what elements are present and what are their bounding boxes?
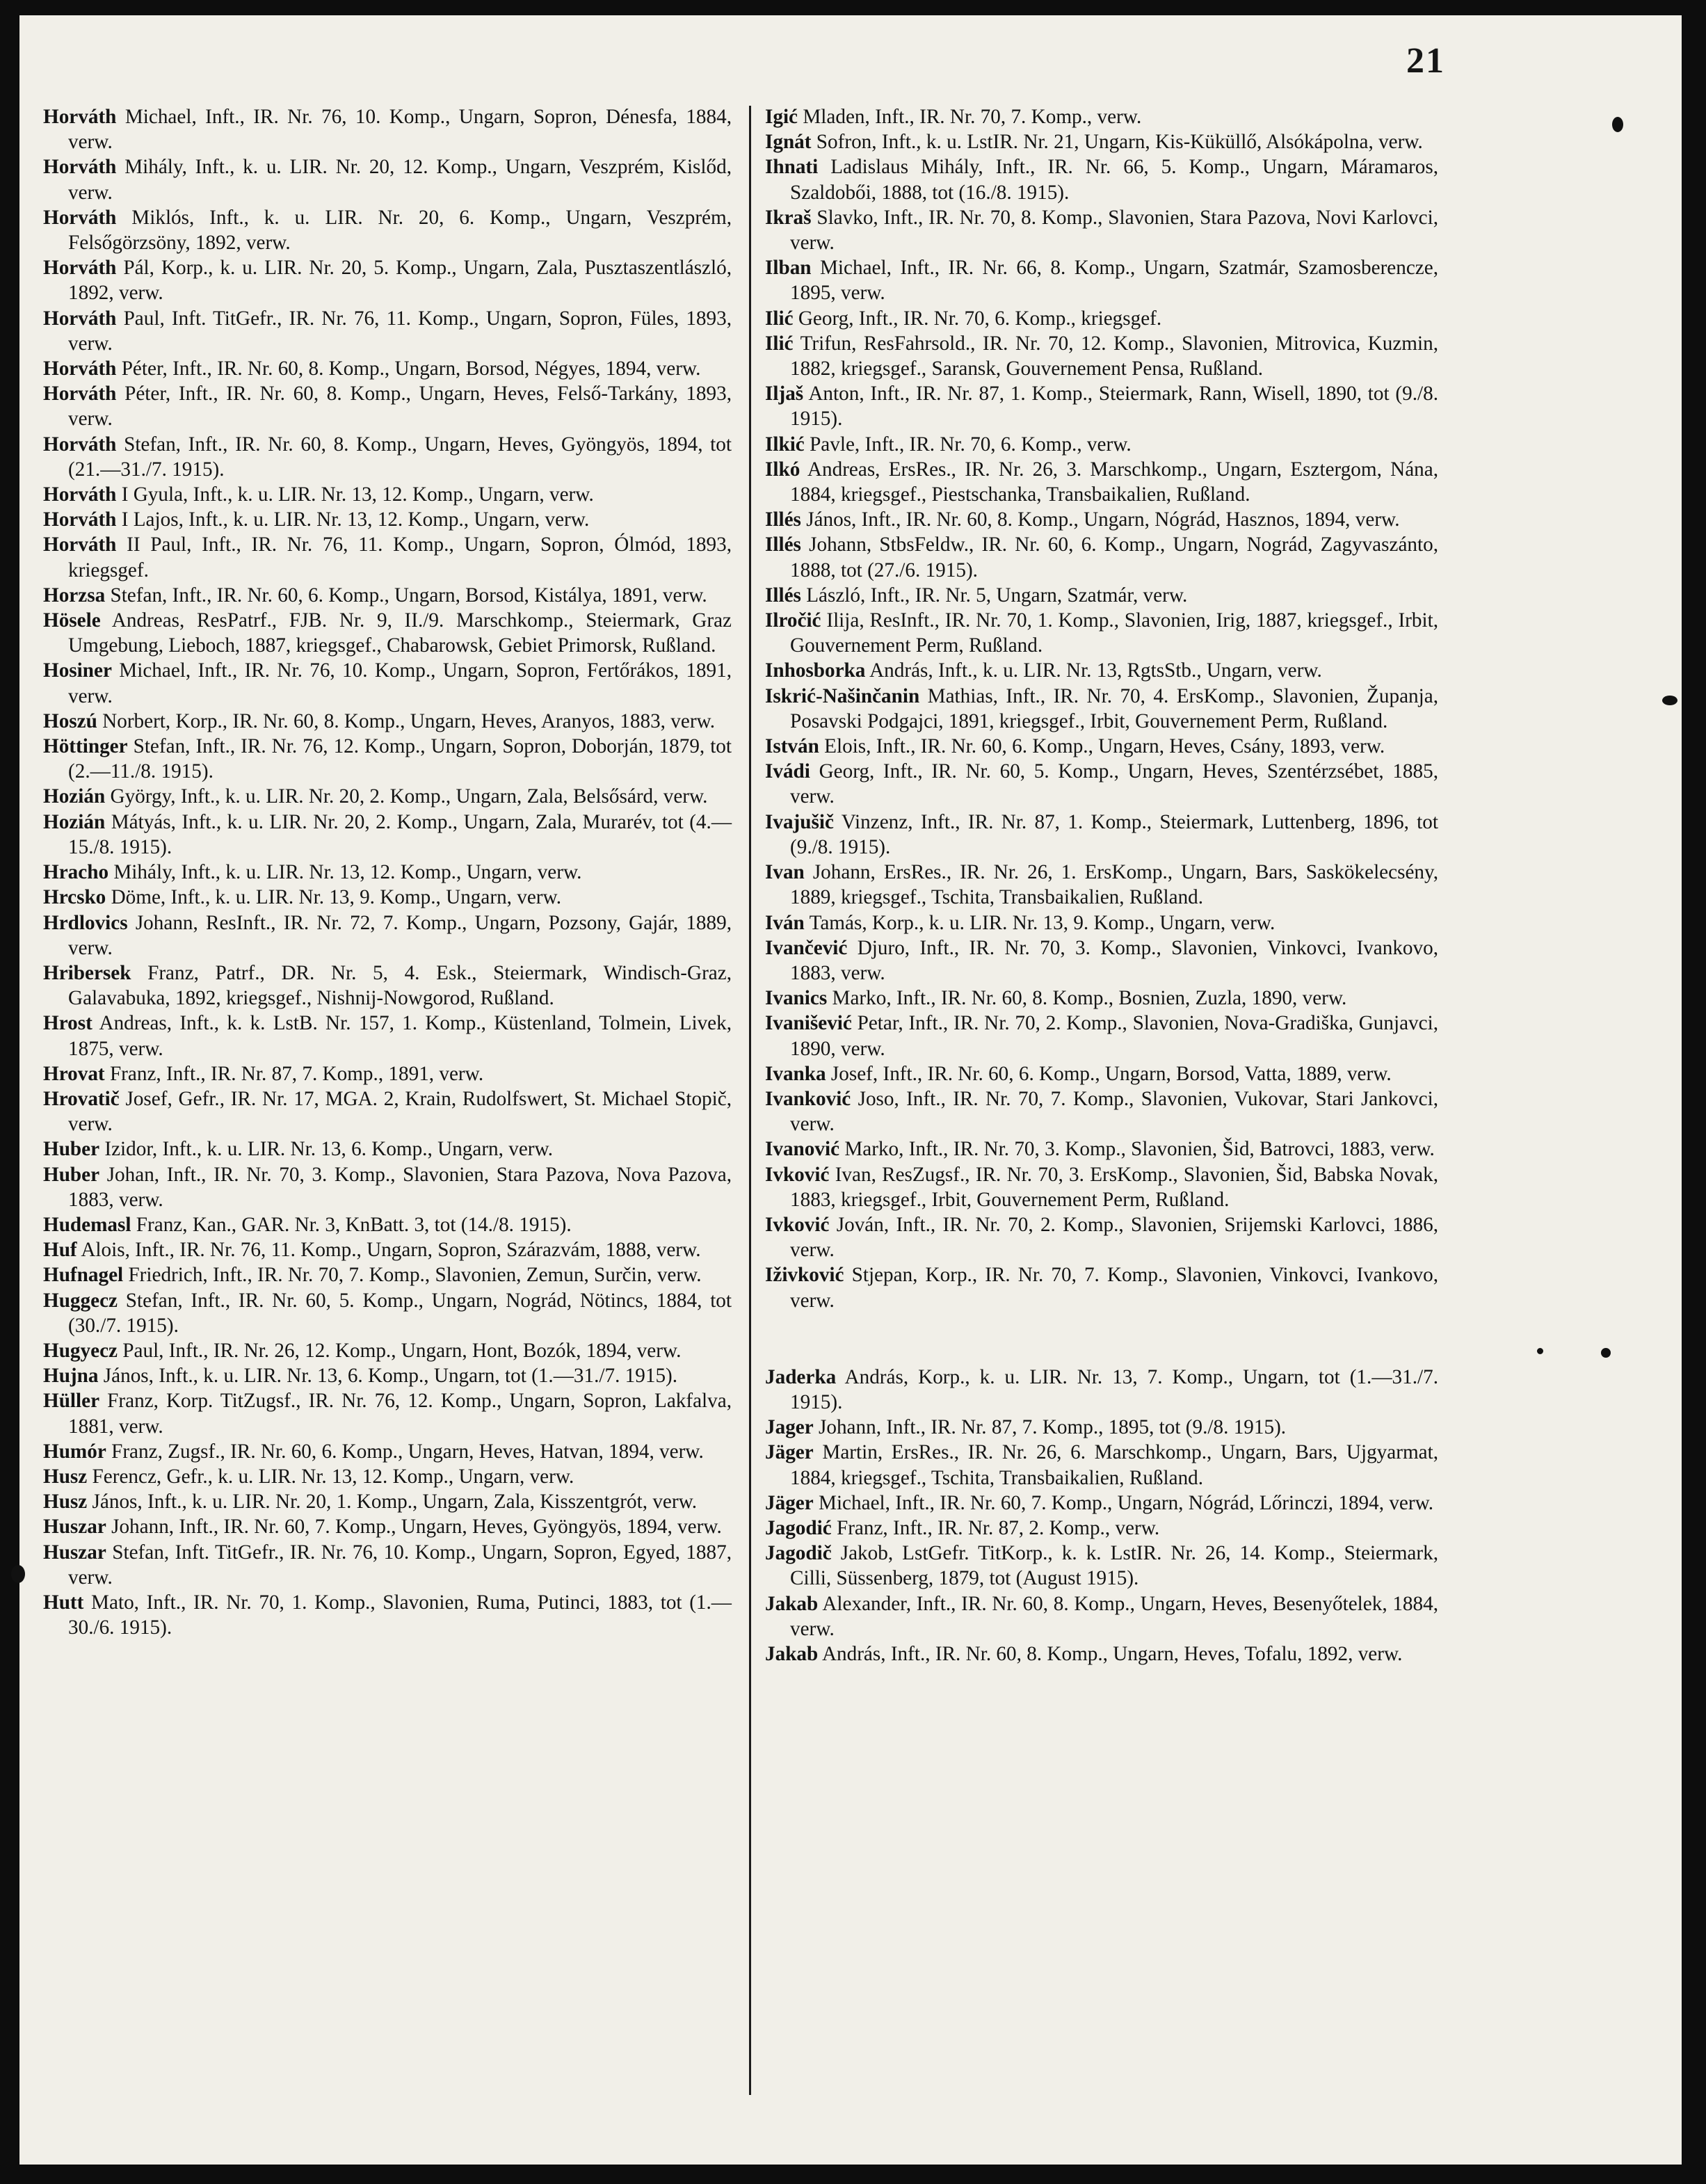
entry-surname: Hrovat (43, 1062, 105, 1085)
entry-surname: Huber (43, 1138, 100, 1161)
entry-surname: Horváth (43, 307, 117, 330)
entry-details: Johan, Inft., IR. Nr. 70, 3. Komp., Slavonien, Stara Pazova, Nova Pazova, 1883, verw. (68, 1163, 732, 1211)
casualty-entry (765, 1137, 1438, 1162)
entry-surname: Husz (43, 1491, 88, 1513)
left-column (43, 104, 732, 1640)
entry-details: Andreas, ErsRes., IR. Nr. 26, 3. Marschkomp., Ungarn, Esztergom, Nána, 1884, kriegsgef., Piestschanka, Transbaikalien, Rußland. (790, 458, 1439, 506)
entry-details: Petar, Inft., IR. Nr. 70, 2. Komp., Slavonien, Nova-Gradiška, Gunjavci, 1890, verw. (790, 1012, 1438, 1060)
entry-surname: Humór (43, 1440, 106, 1463)
entry-surname: Horváth (43, 358, 117, 380)
entry-surname: Jäger (765, 1441, 814, 1464)
casualty-entry (765, 1162, 1438, 1212)
casualty-entry (765, 608, 1438, 658)
casualty-entry (43, 709, 732, 734)
entry-details: Jován, Inft., IR. Nr. 70, 2. Komp., Slavonien, Srijemski Karlovci, 1886, verw. (790, 1213, 1438, 1262)
casualty-entry (43, 1237, 732, 1262)
entry-surname: Ikraš (765, 206, 812, 229)
casualty-entry (43, 154, 732, 204)
entry-details: Stefan, Inft. TitGefr., IR. Nr. 76, 10. Komp., Ungarn, Sopron, Egyed, 1887, verw. (68, 1541, 732, 1589)
casualty-entry (765, 1061, 1438, 1086)
entry-surname: Horváth (43, 206, 117, 229)
casualty-entry (43, 885, 732, 910)
casualty-entry (43, 432, 732, 482)
casualty-entry (765, 583, 1438, 608)
entry-details: Ladislaus Mihály, Inft., IR. Nr. 66, 5. Komp., Ungarn, Máramaros, Szaldobői, 1888, tot (16./8. 1915). (790, 156, 1438, 204)
entry-surname: Hozián (43, 810, 106, 833)
casualty-entry (765, 1365, 1438, 1415)
entry-surname: Inhosborka (765, 659, 866, 682)
casualty-entry (765, 986, 1438, 1011)
casualty-entry (765, 381, 1438, 431)
casualty-entry (765, 1440, 1438, 1490)
entry-surname: Hracho (43, 861, 109, 884)
casualty-entry (765, 1491, 1438, 1516)
entry-details: Döme, Inft., k. u. LIR. Nr. 13, 9. Komp., Ungarn, verw. (111, 886, 562, 909)
entry-details: Martin, ErsRes., IR. Nr. 26, 6. Marschkomp., Ungarn, Bars, Ujgyarmat, 1884, kriegsgef., Tschita, Transbaikalien, Rußland. (790, 1441, 1439, 1489)
entry-surname: Ilban (765, 257, 812, 280)
entry-surname: Ivanka (765, 1062, 826, 1085)
entry-details: Tamás, Korp., k. u. LIR. Nr. 13, 9. Komp., Ungarn, verw. (809, 911, 1276, 934)
entry-surname: Ilročić (765, 609, 821, 632)
entry-details: Jakob, LstGefr. TitKorp., k. k. LstIR. Nr. 26, 14. Komp., Steiermark, Cilli, Süssenberg, 1879, tot (August 1915). (790, 1542, 1438, 1590)
casualty-entry (43, 1388, 732, 1438)
entry-details: Paul, Inft. TitGefr., IR. Nr. 76, 11. Komp., Ungarn, Sopron, Füles, 1893, verw. (68, 307, 732, 355)
entry-surname: Huszar (43, 1541, 106, 1564)
entry-details: Izidor, Inft., k. u. LIR. Nr. 13, 6. Komp., Ungarn, verw. (104, 1138, 553, 1161)
entry-details: András, Inft., IR. Nr. 60, 8. Komp., Ungarn, Heves, Tofalu, 1892, verw. (821, 1642, 1403, 1665)
entry-details: Franz, Kan., GAR. Nr. 3, KnBatt. 3, tot (14./8. 1915). (136, 1213, 572, 1236)
casualty-entry (765, 104, 1438, 129)
casualty-entry (765, 734, 1438, 759)
entry-details: János, Inft., IR. Nr. 60, 8. Komp., Ungarn, Nógrád, Hasznos, 1894, verw. (806, 508, 1400, 531)
casualty-entry (765, 759, 1438, 809)
casualty-entry (765, 432, 1438, 457)
casualty-entry (765, 306, 1438, 331)
entry-surname: Höttinger (43, 735, 128, 758)
entry-details: Franz, Inft., IR. Nr. 87, 2. Komp., verw. (836, 1516, 1160, 1539)
casualty-entry (43, 1288, 732, 1338)
casualty-entry (43, 1514, 732, 1539)
entry-surname: Illés (765, 533, 801, 556)
entry-surname: Hudemasl (43, 1213, 131, 1236)
entry-details: Georg, Inft., IR. Nr. 60, 5. Komp., Ungarn, Heves, Szentérzsébet, 1885, verw. (790, 760, 1439, 808)
entry-details: János, Inft., k. u. LIR. Nr. 13, 6. Komp., Ungarn, tot (1.—31./7. 1915). (103, 1365, 678, 1388)
entry-details: János, Inft., k. u. LIR. Nr. 20, 1. Komp., Ungarn, Zala, Kisszentgrót, verw. (92, 1491, 698, 1513)
entry-details: Josef, Inft., IR. Nr. 60, 6. Komp., Ungarn, Borsod, Vatta, 1889, verw. (830, 1062, 1392, 1085)
entry-details: Friedrich, Inft., IR. Nr. 70, 7. Komp., Slavonien, Zemun, Surčin, verw. (128, 1264, 702, 1287)
casualty-entry (43, 658, 732, 708)
scan-speck (1612, 117, 1623, 132)
casualty-entry (43, 205, 732, 255)
entry-details: Mihály, Inft., k. u. LIR. Nr. 13, 12. Komp., Ungarn, verw. (113, 861, 582, 884)
casualty-entry (765, 1641, 1438, 1667)
entry-details: Stjepan, Korp., IR. Nr. 70, 7. Komp., Slavonien, Vinkovci, Ivankovo, verw. (790, 1264, 1438, 1312)
entry-details: Mátyás, Inft., k. u. LIR. Nr. 20, 2. Komp., Ungarn, Zala, Murarév, tot (4.—15./8. 1915). (68, 810, 732, 858)
entry-details: Norbert, Korp., IR. Nr. 60, 8. Komp., Ungarn, Heves, Aranyos, 1883, verw. (102, 709, 716, 732)
entry-details: András, Inft., k. u. LIR. Nr. 13, RgtsStb., Ungarn, verw. (869, 659, 1322, 682)
casualty-entry (43, 583, 732, 608)
casualty-entry (43, 356, 732, 381)
entry-details: Pál, Korp., k. u. LIR. Nr. 20, 5. Komp., Ungarn, Zala, Pusztaszentlászló, 1892, verw. (68, 257, 732, 305)
entry-surname: Hribersek (43, 961, 131, 984)
casualty-entry (43, 1061, 732, 1086)
entry-surname: Ivanišević (765, 1012, 852, 1035)
scan-speck (1662, 696, 1677, 705)
entry-surname: Ilić (765, 332, 794, 355)
casualty-entry (43, 1212, 732, 1237)
entry-surname: Horváth (43, 156, 117, 179)
entry-details: Anton, Inft., IR. Nr. 87, 1. Komp., Steiermark, Rann, Wisell, 1890, tot (9./8. 1915). (790, 383, 1439, 431)
casualty-entry (43, 1464, 732, 1489)
column-divider (749, 106, 751, 2095)
entry-surname: Hozián (43, 785, 106, 808)
entry-surname: Horváth (43, 483, 117, 506)
entry-details: Joso, Inft., IR. Nr. 70, 7. Komp., Slavonien, Vukovar, Stari Jankovci, verw. (790, 1087, 1439, 1136)
entry-surname: Hujna (43, 1365, 99, 1388)
casualty-entry (765, 1541, 1438, 1591)
document-page (19, 15, 1682, 2165)
casualty-entry (43, 381, 732, 431)
casualty-entry (43, 810, 732, 860)
casualty-entry (43, 961, 732, 1011)
entry-surname: Jagodić (765, 1516, 832, 1539)
entry-details: Michael, Inft., IR. Nr. 76, 10. Komp., Ungarn, Sopron, Dénesfa, 1884, verw. (68, 106, 732, 154)
casualty-entry (43, 1137, 732, 1162)
casualty-entry (765, 910, 1438, 936)
entry-details: Elois, Inft., IR. Nr. 60, 6. Komp., Ungarn, Heves, Csány, 1893, verw. (824, 735, 1385, 758)
casualty-entry (43, 608, 732, 658)
entry-surname: Ilić (765, 307, 794, 330)
entry-details: Vinzenz, Inft., IR. Nr. 87, 1. Komp., Steiermark, Luttenberg, 1896, tot (9./8. 1915). (790, 810, 1438, 858)
entry-details: Franz, Inft., IR. Nr. 87, 7. Komp., 1891, verw. (109, 1062, 484, 1085)
entry-details: Josef, Gefr., IR. Nr. 17, MGA. 2, Krain, Rudolfswert, St. Michael Stopič, verw. (68, 1087, 732, 1136)
casualty-entry (43, 507, 732, 532)
entry-details: Ilija, ResInft., IR. Nr. 70, 1. Komp., Slavonien, Irig, 1887, kriegsgef., Irbit, Gouvernement Perm, Rußland. (790, 609, 1439, 657)
entry-surname: Horváth (43, 533, 117, 556)
entry-surname: Hosiner (43, 659, 112, 682)
entry-surname: Jakab (765, 1642, 819, 1665)
entry-surname: Hrcsko (43, 886, 106, 909)
entry-surname: Jaderka (765, 1365, 837, 1388)
entry-details: Miklós, Inft., k. u. LIR. Nr. 20, 6. Komp., Ungarn, Veszprém, Felsőgörzsöny, 1892, verw. (68, 206, 732, 255)
entry-surname: Iván (765, 911, 805, 934)
entry-surname: Ivanković (765, 1087, 851, 1110)
casualty-entry (43, 1590, 732, 1640)
casualty-entry (765, 1086, 1438, 1137)
entry-details: Trifun, ResFahrsold., IR. Nr. 70, 12. Komp., Slavonien, Mitrovica, Kuzmin, 1882, kriegsgef., Saransk, Gouvernement Pensa, Rußland. (790, 332, 1438, 380)
entry-details: Ferencz, Gefr., k. u. LIR. Nr. 13, 12. Komp., Ungarn, verw. (92, 1465, 574, 1488)
entry-details: Alexander, Inft., IR. Nr. 60, 8. Komp., Ungarn, Heves, Besenyőtelek, 1884, verw. (790, 1592, 1438, 1640)
entry-surname: Hrost (43, 1012, 92, 1035)
entry-surname: Hösele (43, 609, 101, 632)
right-column-j-section (765, 1365, 1438, 1667)
entry-details: Franz, Korp. TitZugsf., IR. Nr. 76, 12. Komp., Ungarn, Sopron, Lakfalva, 1881, verw. (68, 1390, 732, 1438)
entry-details: Stefan, Inft., IR. Nr. 76, 12. Komp., Ungarn, Sopron, Doborján, 1879, tot (2.—11./8. 1915). (68, 735, 732, 783)
entry-surname: Ivanics (765, 987, 828, 1010)
entry-surname: Hufnagel (43, 1264, 124, 1287)
entry-details: Stefan, Inft., IR. Nr. 60, 6. Komp., Ungarn, Borsod, Kistálya, 1891, verw. (110, 584, 707, 607)
entry-surname: Ivajušič (765, 810, 834, 833)
entry-details: Georg, Inft., IR. Nr. 70, 6. Komp., kriegsgef. (798, 307, 1162, 330)
entry-surname: Ilkić (765, 433, 805, 456)
casualty-entry (765, 331, 1438, 381)
casualty-entry (765, 1591, 1438, 1641)
entry-surname: Ilkó (765, 458, 800, 481)
entry-surname: Ivković (765, 1163, 830, 1186)
entry-surname: Hrovatič (43, 1087, 120, 1110)
entry-details: Johann, ResInft., IR. Nr. 72, 7. Komp., Ungarn, Pozsony, Gajár, 1889, verw. (68, 911, 732, 959)
entry-surname: Iživković (765, 1264, 844, 1287)
entry-details: Paul, Inft., IR. Nr. 26, 12. Komp., Ungarn, Hont, Bozók, 1894, verw. (122, 1339, 682, 1362)
entry-surname: Ihnati (765, 156, 819, 179)
entry-surname: Illés (765, 584, 801, 607)
casualty-entry (765, 255, 1438, 305)
casualty-entry (765, 205, 1438, 255)
casualty-entry (765, 457, 1438, 507)
entry-details: I Lajos, Inft., k. u. LIR. Nr. 13, 12. Komp., Ungarn, verw. (121, 508, 590, 531)
casualty-entry (43, 482, 732, 507)
entry-surname: Horváth (43, 106, 117, 128)
entry-details: Franz, Zugsf., IR. Nr. 60, 6. Komp., Ungarn, Heves, Hatvan, 1894, verw. (111, 1440, 704, 1463)
casualty-entry (765, 507, 1438, 532)
entry-details: Michael, Inft., IR. Nr. 76, 10. Komp., Ungarn, Sopron, Fertőrákos, 1891, verw. (68, 659, 732, 707)
scan-speck (11, 1565, 25, 1583)
entry-surname: István (765, 735, 819, 758)
entry-details: Alois, Inft., IR. Nr. 76, 11. Komp., Ungarn, Sopron, Szárazvám, 1888, verw. (81, 1239, 701, 1262)
entry-surname: Ivanović (765, 1138, 840, 1161)
entry-surname: Hrdlovics (43, 911, 128, 934)
casualty-entry (765, 936, 1438, 986)
casualty-entry (765, 1212, 1438, 1262)
entry-details: Johann, Inft., IR. Nr. 87, 7. Komp., 1895, tot (9./8. 1915). (819, 1416, 1287, 1439)
casualty-entry (43, 306, 732, 356)
entry-details: Péter, Inft., IR. Nr. 60, 8. Komp., Ungarn, Heves, Felső-Tarkány, 1893, verw. (68, 383, 732, 431)
casualty-entry (765, 1516, 1438, 1541)
entry-surname: Ivádi (765, 760, 810, 783)
casualty-entry (43, 1363, 732, 1388)
section-gap (765, 1313, 1438, 1365)
entry-surname: Hutt (43, 1591, 84, 1614)
casualty-entry (43, 860, 732, 885)
casualty-entry (765, 1011, 1438, 1061)
casualty-entry (765, 1262, 1438, 1312)
entry-surname: Huf (43, 1239, 77, 1262)
entry-surname: Iskrić-Našinčanin (765, 684, 920, 707)
entry-details: Mladen, Inft., IR. Nr. 70, 7. Komp., verw. (803, 106, 1142, 128)
entry-details: Marko, Inft., IR. Nr. 60, 8. Komp., Bosnien, Zuzla, 1890, verw. (832, 987, 1347, 1010)
casualty-entry (765, 129, 1438, 154)
entry-details: I Gyula, Inft., k. u. LIR. Nr. 13, 12. Komp., Ungarn, verw. (121, 483, 594, 506)
casualty-entry (43, 1262, 732, 1287)
entry-surname: Ivković (765, 1213, 830, 1236)
casualty-entry (43, 910, 732, 961)
scan-speck (1537, 1348, 1543, 1354)
entry-surname: Jäger (765, 1491, 814, 1514)
entry-surname: Iljaš (765, 383, 804, 406)
entry-surname: Huggecz (43, 1289, 118, 1312)
entry-details: György, Inft., k. u. LIR. Nr. 20, 2. Komp., Ungarn, Zala, Belsősárd, verw. (110, 785, 708, 808)
casualty-entry (765, 658, 1438, 683)
entry-details: Slavko, Inft., IR. Nr. 70, 8. Komp., Slavonien, Stara Pazova, Novi Karlovci, verw. (790, 206, 1438, 255)
entry-details: Andreas, ResPatrf., FJB. Nr. 9, II./9. Marschkomp., Steiermark, Graz Umgebung, Lieboch, 1887, kriegsgef., Chabarowsk, Gebiet Primorsk, Rußland. (68, 609, 732, 657)
entry-details: Johann, ErsRes., IR. Nr. 26, 1. ErsKomp., Ungarn, Bars, Saskökelecsény, 1889, kriegsgef., Tschita, Transbaikalien, Rußland. (790, 861, 1438, 909)
entry-details: Franz, Patrf., DR. Nr. 5, 4. Esk., Steiermark, Windisch-Graz, Galavabuka, 1892, kriegsgef., Nishnij-Nowgorod, Rußland. (68, 961, 732, 1010)
entry-surname: Hüller (43, 1390, 100, 1413)
entry-details: Sofron, Inft., k. u. LstIR. Nr. 21, Ungarn, Kis-Küküllő, Alsókápolna, verw. (816, 131, 1423, 154)
casualty-entry (43, 1086, 732, 1137)
entry-details: András, Korp., k. u. LIR. Nr. 13, 7. Komp., Ungarn, tot (1.—31./7. 1915). (790, 1365, 1438, 1413)
right-column (765, 104, 1438, 1667)
entry-details: László, Inft., IR. Nr. 5, Ungarn, Szatmár, verw. (806, 584, 1188, 607)
entry-surname: Horváth (43, 433, 117, 456)
casualty-entry (765, 684, 1438, 734)
entry-surname: Huber (43, 1163, 100, 1186)
casualty-entry (765, 810, 1438, 860)
entry-details: Michael, Inft., IR. Nr. 66, 8. Komp., Ungarn, Szatmár, Szamosberencze, 1895, verw. (790, 257, 1438, 305)
entry-surname: Ivančević (765, 936, 848, 959)
entry-details: Ivan, ResZugsf., IR. Nr. 70, 3. ErsKomp., Slavonien, Šid, Babska Novak, 1883, kriegsgef., Irbit, Gouvernement Perm, Rußland. (790, 1163, 1439, 1211)
entry-surname: Horváth (43, 383, 117, 406)
casualty-entry (765, 1415, 1438, 1440)
entry-details: II Paul, Inft., IR. Nr. 76, 11. Komp., Ungarn, Sopron, Ólmód, 1893, kriegsgef. (68, 533, 732, 581)
entry-surname: Jakab (765, 1592, 819, 1615)
casualty-entry (43, 734, 732, 784)
entry-surname: Hoszú (43, 709, 97, 732)
entry-details: Stefan, Inft., IR. Nr. 60, 8. Komp., Ungarn, Heves, Gyöngyös, 1894, tot (21.—31./7. 1915). (68, 433, 732, 481)
page-number: 21 (1406, 41, 1445, 81)
casualty-entry (765, 532, 1438, 582)
entry-details: Pavle, Inft., IR. Nr. 70, 6. Komp., verw. (810, 433, 1132, 456)
entry-surname: Horváth (43, 257, 117, 280)
entry-details: Johann, Inft., IR. Nr. 60, 7. Komp., Ungarn, Heves, Gyöngyös, 1894, verw. (111, 1516, 722, 1539)
scan-speck (1601, 1348, 1611, 1358)
entry-surname: Husz (43, 1465, 88, 1488)
casualty-entry (43, 255, 732, 305)
casualty-entry (765, 154, 1438, 204)
entry-surname: Jager (765, 1416, 814, 1439)
entry-details: Mihály, Inft., k. u. LIR. Nr. 20, 12. Komp., Ungarn, Veszprém, Kislőd, verw. (68, 156, 732, 204)
entry-details: Marko, Inft., IR. Nr. 70, 3. Komp., Slavonien, Šid, Batrovci, 1883, verw. (844, 1138, 1435, 1161)
entry-surname: Ignát (765, 131, 812, 154)
entry-surname: Huszar (43, 1516, 106, 1539)
entry-details: Mato, Inft., IR. Nr. 70, 1. Komp., Slavonien, Ruma, Putinci, 1883, tot (1.—30./6. 1915). (68, 1591, 732, 1639)
entry-details: Péter, Inft., IR. Nr. 60, 8. Komp., Ungarn, Borsod, Négyes, 1894, verw. (121, 358, 701, 380)
entry-details: Michael, Inft., IR. Nr. 60, 7. Komp., Ungarn, Nógrád, Lőrinczi, 1894, verw. (819, 1491, 1434, 1514)
casualty-entry (43, 1338, 732, 1363)
entry-details: Johann, StbsFeldw., IR. Nr. 60, 6. Komp., Ungarn, Nográd, Zagyvaszánto, 1888, tot (27./6. 1915). (790, 533, 1439, 581)
casualty-entry (43, 532, 732, 582)
casualty-entry (43, 1540, 732, 1590)
entry-surname: Jagodič (765, 1542, 832, 1565)
casualty-entry (43, 104, 732, 154)
casualty-entry (43, 1489, 732, 1514)
entry-details: Stefan, Inft., IR. Nr. 60, 5. Komp., Ungarn, Nográd, Nötincs, 1884, tot (30./7. 1915). (68, 1289, 732, 1337)
entry-surname: Ivan (765, 861, 805, 884)
entry-surname: Hugyecz (43, 1339, 118, 1362)
casualty-entry (43, 1162, 732, 1212)
entry-surname: Illés (765, 508, 801, 531)
entry-details: Djuro, Inft., IR. Nr. 70, 3. Komp., Slavonien, Vinkovci, Ivankovo, 1883, verw. (790, 936, 1438, 984)
casualty-entry (43, 784, 732, 809)
casualty-entry (765, 860, 1438, 910)
entry-details: Mathias, Inft., IR. Nr. 70, 4. ErsKomp., Slavonien, Županja, Posavski Podgajci, 1891, kriegsgef., Irbit, Gouvernement Perm, Rußland. (790, 684, 1439, 732)
entry-surname: Horváth (43, 508, 117, 531)
casualty-entry (43, 1439, 732, 1464)
casualty-entry (43, 1011, 732, 1061)
right-column-i-section (765, 104, 1438, 1313)
entry-surname: Igić (765, 106, 798, 128)
entry-details: Andreas, Inft., k. k. LstB. Nr. 157, 1. Komp., Küstenland, Tolmein, Livek, 1875, verw. (68, 1012, 732, 1060)
entry-surname: Horzsa (43, 584, 106, 607)
